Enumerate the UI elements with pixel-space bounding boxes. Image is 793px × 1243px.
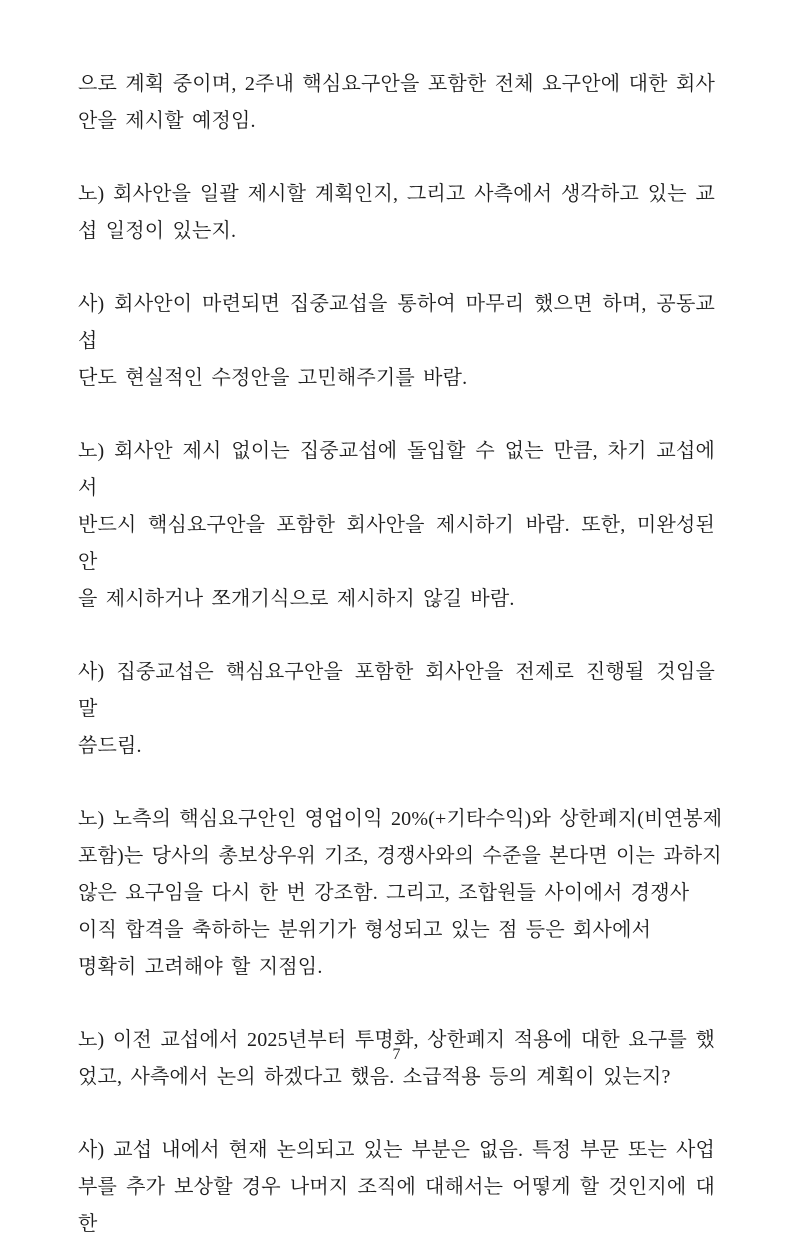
paragraph-company bbox=[78, 286, 715, 397]
text-line: 않은 요구임을 다시 한 번 강조함. 그리고, 조합원들 사이에서 경쟁사 bbox=[78, 882, 690, 904]
text-line: 노) 이전 교섭에서 2025년부터 투명화, 상한폐지 적용에 대한 요구를 했 bbox=[78, 1029, 715, 1051]
text-line: 사) 회사안이 마련되면 집중교섭을 통하여 마무리 했으면 하며, 공동교섭 bbox=[78, 293, 715, 352]
text-line: 사) 교섭 내에서 현재 논의되고 있는 부분은 없음. 특정 부문 또는 사업 bbox=[78, 1139, 715, 1161]
paragraph-company bbox=[78, 654, 715, 765]
paragraph-labor bbox=[78, 176, 715, 250]
paragraph-continuation bbox=[78, 66, 715, 140]
text-line: 씀드림. bbox=[78, 735, 142, 757]
page-number: 7 bbox=[392, 1046, 401, 1063]
text-line: 으로 계획 중이며, 2주내 핵심요구안을 포함한 전체 요구안에 대한 회사 bbox=[78, 73, 715, 95]
text-line: 포함)는 당사의 총보상우위 기조, 경쟁사와의 수준을 본다면 이는 과하지 bbox=[78, 845, 722, 867]
text-line: 안을 제시할 예정임. bbox=[78, 110, 256, 132]
text-line: 명확히 고려해야 할 지점임. bbox=[78, 956, 323, 978]
text-line: 노) 회사안을 일괄 제시할 계획인지, 그리고 사측에서 생각하고 있는 교 bbox=[78, 183, 715, 205]
paragraph-labor bbox=[78, 433, 715, 618]
text-line: 노) 회사안 제시 없이는 집중교섭에 돌입할 수 없는 만큼, 차기 교섭에서 bbox=[78, 440, 715, 499]
text-line: 섭 일정이 있는지. bbox=[78, 220, 237, 242]
text-line: 반드시 핵심요구안을 포함한 회사안을 제시하기 바람. 또한, 미완성된 안 bbox=[78, 514, 715, 573]
text-line: 이직 합격을 축하하는 분위기가 형성되고 있는 점 등은 회사에서 bbox=[78, 919, 652, 941]
text-line: 을 제시하거나 쪼개기식으로 제시하지 않길 바람. bbox=[78, 588, 515, 610]
text-line: 부를 추가 보상할 경우 나머지 조직에 대해서는 어떻게 할 것인지에 대한 bbox=[78, 1176, 715, 1235]
text-line: 노) 노측의 핵심요구안인 영업이익 20%(+기타수익)와 상한폐지(비연봉제 bbox=[78, 808, 723, 830]
document-body bbox=[78, 66, 723, 1243]
page-footer bbox=[0, 1044, 793, 1066]
text-line: 사) 집중교섭은 핵심요구안을 포함한 회사안을 전제로 진행될 것임을 말 bbox=[78, 661, 715, 720]
text-line: 단도 현실적인 수정안을 고민해주기를 바람. bbox=[78, 367, 468, 389]
text-line: 었고, 사측에서 논의 하겠다고 했음. 소급적용 등의 계획이 있는지? bbox=[78, 1066, 671, 1088]
paragraph-labor bbox=[78, 801, 723, 986]
paragraph-company bbox=[78, 1132, 715, 1243]
